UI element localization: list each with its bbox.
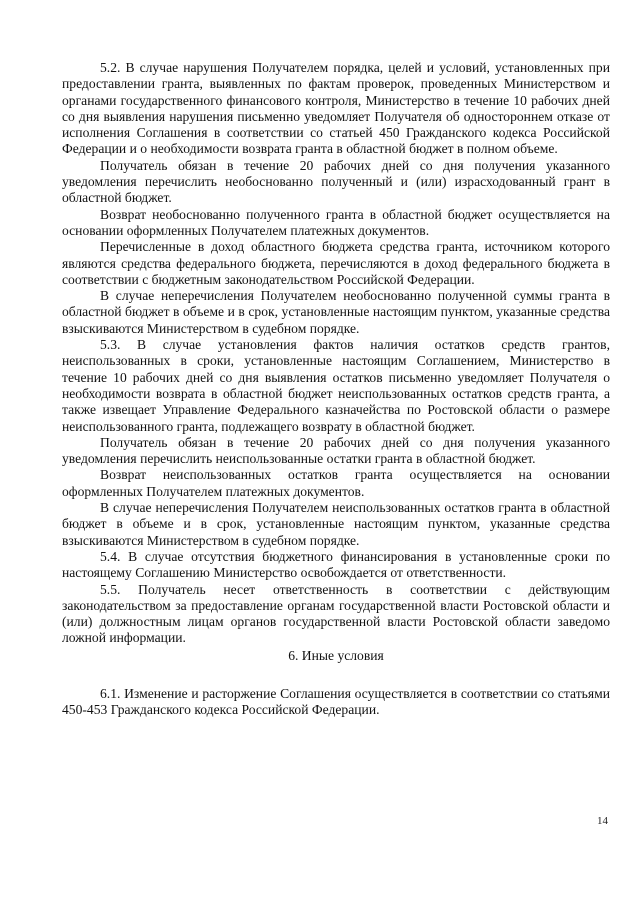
paragraph-5-2-federal-transfer: Перечисленные в доход областного бюджета средства гранта, источником которого являются средства федерального бюджета, перечисляются в доход федерального бюджета в соответствии с бюджетным законодательством Российской Федерации. bbox=[62, 239, 610, 287]
paragraph-5-2: 5.2. В случае нарушения Получателем порядка, целей и условий, установленных при предоставлении гранта, выявленных по фактам проверок, проведенных Министерством и органами государственного финансового контроля, Министерство в течение 10 рабочих дней со дня выявления нарушения письменно уведомляет Получателя об одностороннем отказе от исполнения Соглашения в соответствии со статьей 450 Гражданского кодекса Российской Федерации и о необходимости возврата гранта в областной бюджет в полном объеме. bbox=[62, 60, 610, 157]
paragraph-5-3: 5.3. В случае установления фактов наличия остатков средств грантов, неиспользованных в сроки, установленные настоящим Соглашением, Министерство в течение 10 рабочих дней со дня выявления остатков письменно уведомляет Получателя о необходимости возврата в областной бюджет неиспользованных остатков средств гранта, а также извещает Управление Федерального казначейства по Ростовской области о размере неиспользованного гранта, подлежащего возврату в областной бюджет. bbox=[62, 337, 610, 434]
paragraph-6-1: 6.1. Изменение и расторжение Соглашения осуществляется в соответствии со статьями 450-453 Гражданского кодекса Российской Федерации. bbox=[62, 685, 610, 718]
document-page bbox=[62, 60, 610, 719]
paragraph-5-2-court-recovery: В случае неперечисления Получателем необоснованно полученной суммы гранта в областной бюджет в объеме и в срок, установленные настоящим пунктом, указанные средства взыскиваются Министерством в судебном порядке. bbox=[62, 288, 610, 336]
paragraph-5-3-return-basis: Возврат неиспользованных остатков гранта осуществляется на основании оформленных Получателем платежных документов. bbox=[62, 467, 610, 499]
paragraph-5-2-recipient-obligation: Получатель обязан в течение 20 рабочих дней со дня получения указанного уведомления перечислить необоснованно полученный и (или) израсходованный грант в областной бюджет. bbox=[62, 157, 610, 206]
section-title: 6. Иные условия bbox=[288, 647, 384, 663]
paragraph-5-4: 5.4. В случае отсутствия бюджетного финансирования в установленные сроки по настоящему Соглашению Министерство освобождается от ответственности. bbox=[62, 548, 610, 581]
paragraph-5-3-recipient-obligation: Получатель обязан в течение 20 рабочих дней со дня получения указанного уведомления перечислить неиспользованные остатки гранта в областной бюджет. bbox=[62, 434, 610, 467]
paragraph-5-5: 5.5. Получатель несет ответственность в соответствии с действующим законодательством за предоставление органам государственной власти Ростовской области и (или) должностным лицам органов государственной власти Ростовской области заведомо ложной информации. bbox=[62, 581, 610, 646]
paragraph-5-2-return-basis: Возврат необоснованно полученного гранта в областной бюджет осуществляется на основании оформленных Получателем платежных документов. bbox=[62, 206, 610, 238]
paragraph-5-3-court-recovery: В случае неперечисления Получателем неиспользованных остатков гранта в областной бюджет в объеме и в срок, установленные настоящим пунктом, указанные средства взыскиваются Министерством в судебном порядке. bbox=[62, 500, 610, 548]
page-number: 14 bbox=[597, 815, 608, 827]
